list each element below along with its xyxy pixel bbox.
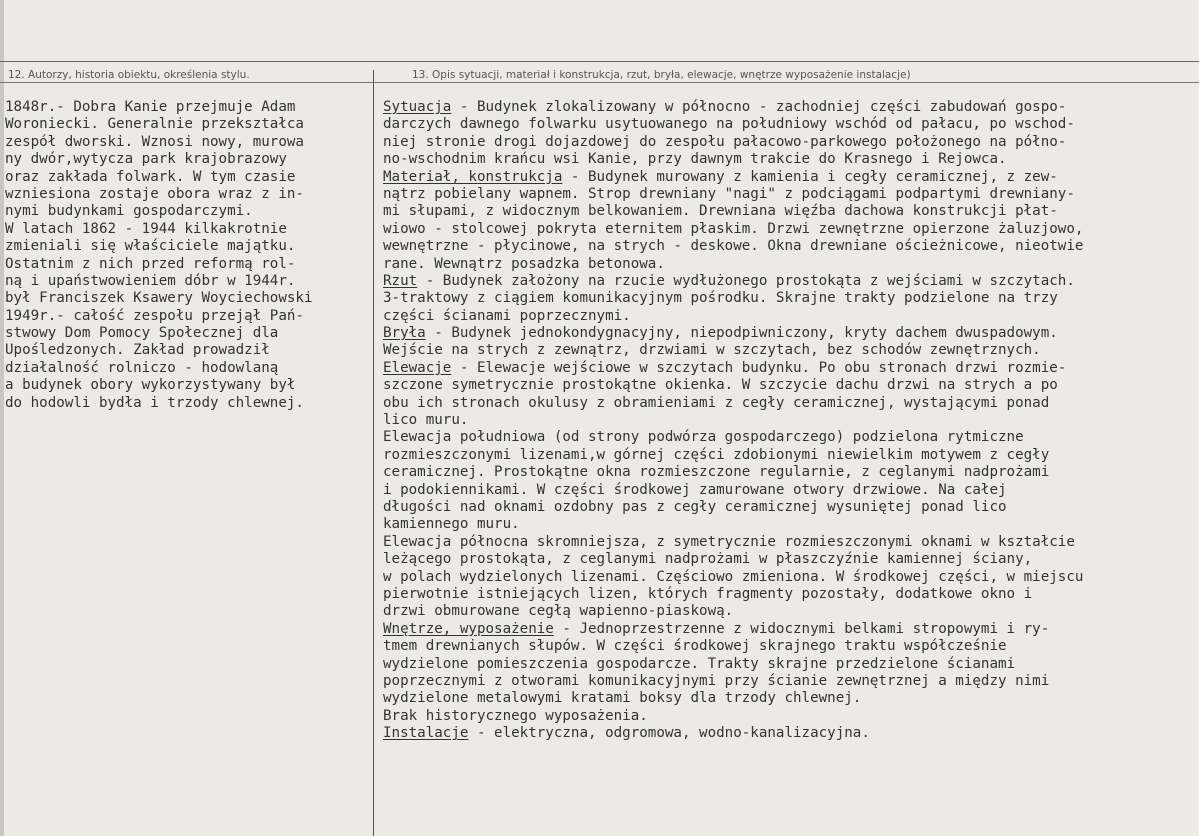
description-line (383, 186, 1199, 203)
description-line (383, 273, 1199, 290)
description-text: Elewacja północna skromniejsza, z symetrycznie rozmieszczonymi oknami w kształcie (383, 533, 1075, 550)
description-line (383, 690, 1199, 707)
description-line (383, 482, 1199, 499)
description-line (383, 516, 1199, 533)
history-line: nymi budynkami gospodarczymi. (5, 203, 253, 220)
description-text: Elewacja południowa (od strony podwórza gospodarczego) podzielona rytmiczne (383, 429, 1024, 446)
description-line (383, 447, 1199, 464)
history-line: 1848r.- Dobra Kanie przejmuje Adam (5, 99, 296, 115)
section-13-header: 13. Opis sytuacji, materiał i konstrukcja, rzut, bryła, elewacje, wnętrze wyposażenie instalacje) (412, 69, 911, 81)
history-column (5, 99, 371, 412)
column-divider (373, 70, 374, 836)
description-text: pierwotnie istniejących lizen, których fragmenty pozostały, dodatkowe okno i (383, 585, 1033, 602)
description-text: wiowo - stolcowej pokryta eternitem płaskim. Drzwi zewnętrzne opierzone żaluzjowo, (383, 220, 1084, 237)
description-line (383, 569, 1199, 586)
description-line (383, 429, 1199, 446)
description-text: tmem drewnianych słupów. W części środkowej skrajnego traktu współcześnie (383, 638, 1007, 655)
description-text: poprzecznymi z otworami komunikacyjnymi przy ścianie zewnętrznej a między nimi (383, 672, 1050, 689)
description-line (383, 342, 1199, 359)
description-text: - Elewacje wejściowe w szczytach budynku. Po obu stronach drzwi rozmie- (451, 359, 1067, 376)
description-text: mi słupami, z widocznym belkowaniem. Drewniana więźba dachowa konstrukcji płat- (383, 203, 1058, 220)
description-line (383, 586, 1199, 603)
description-line (383, 116, 1199, 133)
description-line (383, 499, 1199, 516)
description-line (383, 325, 1199, 342)
description-text: - Budynek zlokalizowany w północno - zachodniej części zabudowań gospo- (451, 99, 1067, 115)
description-line (383, 99, 1199, 116)
description-line (383, 290, 1199, 307)
history-line: W latach 1862 - 1944 kilkakrotnie (5, 220, 287, 237)
description-text: Brak historycznego wyposażenia. (383, 707, 648, 724)
description-text: 3-traktowy z ciągiem komunikacyjnym pośrodku. Skrajne trakty podzielone na trzy (383, 290, 1058, 307)
description-text: obu ich stronach okulusy z obramieniami z cegły ceramicznej, wystającymi ponad (383, 394, 1050, 411)
description-line (383, 638, 1199, 655)
description-text: niej stronie drogi dojazdowej do zespołu pałacowo-parkowego położonego na półno- (383, 133, 1067, 150)
history-line: stwowy Dom Pomocy Społecznej dla (5, 325, 279, 342)
description-text: wydzielone pomieszczenia gospodarcze. Trakty skrajne przedzielone ścianami (383, 655, 1016, 672)
history-line: Ostatnim z nich przed reformą rol- (5, 255, 296, 272)
description-text: leżącego prostokąta, z ceglanymi nadprożami w płaszczyźnie kamiennej ściany, (383, 551, 1033, 568)
page-left-edge (0, 0, 4, 836)
history-line: do hodowli bydła i trzody chlewnej. (5, 394, 304, 411)
description-line (383, 534, 1199, 551)
history-line: oraz zakłada folwark. W tym czasie (5, 168, 296, 185)
top-margin (0, 0, 1199, 62)
description-line (383, 603, 1199, 620)
description-text: długości nad oknami ozdobny pas z cegły ceramicznej wysuniętej ponad lico (383, 498, 1007, 515)
description-text: szczone symetrycznie prostokątne okienka. W szczycie dachu drzwi na strych a po (383, 377, 1058, 394)
description-line (383, 151, 1199, 168)
description-text: no-wschodnim krańcu wsi Kanie, przy dawnym trakcie do Krasnego i Rejowca. (383, 151, 1007, 168)
section-heading: Wnętrze, wyposażenie (383, 620, 554, 637)
description-column (383, 99, 1199, 742)
description-text: - elektryczna, odgromowa, wodno-kanalizacyjna. (468, 725, 870, 742)
description-text: rozmieszczonymi lizenami,w górnej części zdobionymi niewielkim motywem z cegły (383, 446, 1050, 463)
description-line (383, 308, 1199, 325)
description-text: - Jednoprzestrzenne z widocznymi belkami stropowymi i ry- (553, 620, 1050, 637)
description-text: rane. Wewnątrz posadzka betonowa. (383, 255, 665, 272)
top-rule-line (0, 61, 1199, 62)
description-text: nątrz pobielany wapnem. Strop drewniany "nagi" z podciągami podpartymi drewniany- (383, 185, 1075, 202)
history-line: Upośledzonych. Zakład prowadził (5, 342, 270, 359)
section-heading: Bryła (383, 325, 426, 342)
history-line: działalność rolniczo - hodowlaną (5, 359, 279, 376)
description-text: wydzielone metalowymi kratami boksy dla trzody chlewnej. (383, 690, 862, 707)
description-line (383, 395, 1199, 412)
history-line: Woroniecki. Generalnie przekształca (5, 116, 304, 133)
description-text: - Budynek założony na rzucie wydłużonego prostokąta z wejściami w szczytach. (417, 272, 1075, 289)
description-line (383, 551, 1199, 568)
history-line: zespół dworski. Wznosi nowy, murowa (5, 133, 304, 150)
description-text: kamiennego muru. (383, 516, 520, 533)
description-text: ceramicznej. Prostokątne okna rozmieszczone regularnie, z ceglanymi nadprożami (383, 464, 1050, 481)
history-line: ny dwór,wytycza park krajobrazowy (5, 151, 287, 168)
section-heading: Rzut (383, 272, 418, 289)
description-text: i podokiennikami. W części środkowej zamurowane otwory drzwiowe. Na całej (383, 481, 1007, 498)
history-line: zmieniali się właściciele majątku. (5, 238, 296, 255)
description-line (383, 134, 1199, 151)
section-heading: Instalacje (383, 725, 469, 742)
history-line: był Franciszek Ksawery Woyciechowski (5, 290, 313, 307)
description-line (383, 169, 1199, 186)
description-line (383, 238, 1199, 255)
description-line (383, 256, 1199, 273)
description-line (383, 412, 1199, 429)
section-heading: Elewacje (383, 359, 452, 376)
description-line (383, 203, 1199, 220)
description-text: w polach wydzielonych lizenami. Częściowo zmieniona. W środkowej części, w miejscu (383, 568, 1084, 585)
history-line: wzniesiona zostaje obora wraz z in- (5, 185, 304, 202)
header-rule (0, 82, 1199, 83)
description-text: - Budynek murowany z kamienia i cegły ceramicznej, z zew- (562, 168, 1058, 185)
description-line (383, 377, 1199, 394)
description-text: - Budynek jednokondygnacyjny, niepodpiwniczony, kryty dachem dwuspadowym. (425, 325, 1058, 342)
description-text: wewnętrzne - płycinowe, na strych - deskowe. Okna drewniane ościeżnicowe, nieotwie (383, 238, 1084, 255)
description-line (383, 360, 1199, 377)
description-line (383, 673, 1199, 690)
description-line (383, 725, 1199, 742)
description-text: drzwi obmurowane cegłą wapienno-piaskową. (383, 603, 734, 620)
history-line: ną i upaństwowieniem dóbr w 1944r. (5, 272, 296, 289)
description-line (383, 621, 1199, 638)
description-text: Wejście na strych z zewnątrz, drzwiami w szczytach, bez schodów zewnętrznych. (383, 342, 1041, 359)
history-line: 1949r.- całość zespołu przejął Pań- (5, 307, 304, 324)
section-heading: Materiał, konstrukcja (383, 168, 563, 185)
history-line: a budynek obory wykorzystywany był (5, 377, 296, 394)
description-text: darczych dawnego folwarku usytuowanego na południowy wschód od pałacu, po wschod- (383, 116, 1075, 133)
description-line (383, 221, 1199, 238)
description-line (383, 708, 1199, 725)
description-text: lico muru. (383, 412, 469, 429)
section-heading: Sytuacja (383, 99, 452, 115)
section-12-header: 12. Autorzy, historia obiektu, określenia stylu. (8, 69, 250, 81)
description-line (383, 656, 1199, 673)
description-text: części ścianami poprzecznymi. (383, 307, 631, 324)
description-line (383, 464, 1199, 481)
